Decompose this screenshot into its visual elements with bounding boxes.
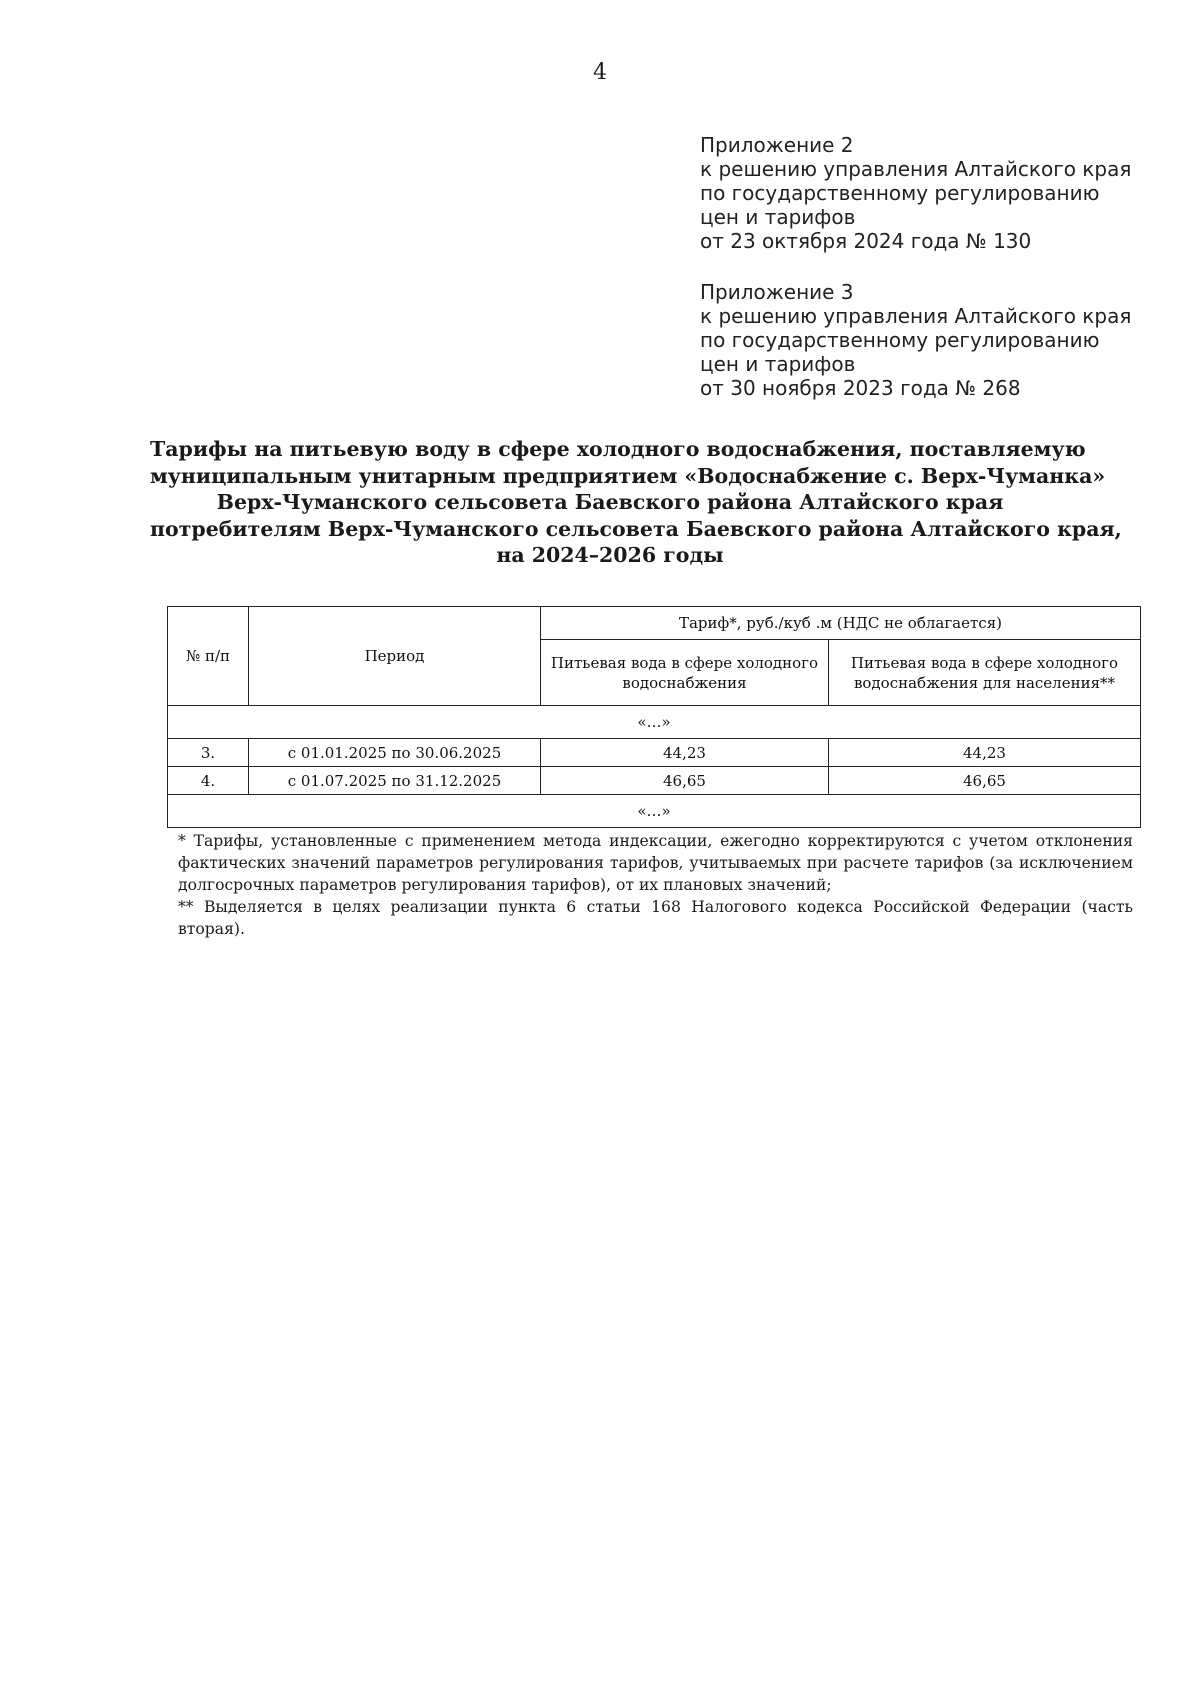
appendix-3-date: от 30 ноября 2023 года № 268 — [700, 376, 1021, 400]
appendix-3-title: Приложение 3 — [700, 280, 854, 304]
ellipsis-bottom: «…» — [168, 795, 1141, 828]
title-line: на 2024–2026 годы — [496, 543, 724, 567]
title-line: Тарифы на питьевую воду в сфере холодного водоснабжения, поставляемую — [150, 437, 1086, 461]
table-header-row — [168, 607, 1141, 640]
cell-col2: 44,23 — [829, 739, 1141, 767]
footnotes — [178, 830, 1133, 940]
page-number: 4 — [593, 60, 607, 85]
table-row — [168, 767, 1141, 795]
appendix-3-line: цен и тарифов — [700, 352, 856, 376]
table-row — [168, 739, 1141, 767]
appendix-2-block — [700, 133, 1150, 253]
appendix-2-line: по государственному регулированию — [700, 181, 1100, 205]
appendix-2-line: цен и тарифов — [700, 205, 856, 229]
cell-col1: 44,23 — [541, 739, 829, 767]
cell-period: с 01.01.2025 по 30.06.2025 — [249, 739, 541, 767]
footnote-1: * Тарифы, установленные с применением метода индексации, ежегодно корректируются с учетом отклонения фактических значений параметров регулирования тарифов, учитываемых при расчете тарифов (за исключением долгосрочных параметров регулирования тарифов), от их плановых значений; — [178, 832, 1133, 894]
title-line: муниципальным унитарным предприятием «Водоснабжение с. Верх-Чуманка» — [150, 463, 1106, 488]
header-col-cold-water-population: Питьевая вода в сфере холодного водоснабжения для населения** — [829, 640, 1141, 706]
cell-num: 4. — [168, 767, 249, 795]
title-line: Верх-Чуманского сельсовета Баевского района Алтайского края — [216, 490, 1004, 514]
ellipsis-top: «…» — [168, 706, 1141, 739]
cell-period: с 01.07.2025 по 31.12.2025 — [249, 767, 541, 795]
tariff-table — [167, 606, 1141, 828]
table-ellipsis-row — [168, 795, 1141, 828]
appendix-2-line: к решению управления Алтайского края — [700, 157, 1132, 181]
cell-col1: 46,65 — [541, 767, 829, 795]
cell-col2: 46,65 — [829, 767, 1141, 795]
appendix-3-line: по государственному регулированию — [700, 328, 1100, 352]
cell-num: 3. — [168, 739, 249, 767]
appendix-2-title: Приложение 2 — [700, 133, 854, 157]
header-num: № п/п — [168, 607, 249, 706]
document-title — [150, 436, 1122, 569]
header-tariff-group: Тариф*, руб./куб .м (НДС не облагается) — [541, 607, 1141, 640]
footnote-2: ** Выделяется в целях реализации пункта 6 статьи 168 Налогового кодекса Российской Федерации (часть вторая). — [178, 898, 1133, 938]
header-period: Период — [249, 607, 541, 706]
appendix-2-date: от 23 октября 2024 года № 130 — [700, 229, 1032, 253]
header-col-cold-water: Питьевая вода в сфере холодного водоснабжения — [541, 640, 829, 706]
table-ellipsis-row — [168, 706, 1141, 739]
appendix-3-line: к решению управления Алтайского края — [700, 304, 1132, 328]
title-line: потребителям Верх-Чуманского сельсовета Баевского района Алтайского края, — [150, 516, 1122, 541]
appendix-3-block — [700, 280, 1150, 400]
